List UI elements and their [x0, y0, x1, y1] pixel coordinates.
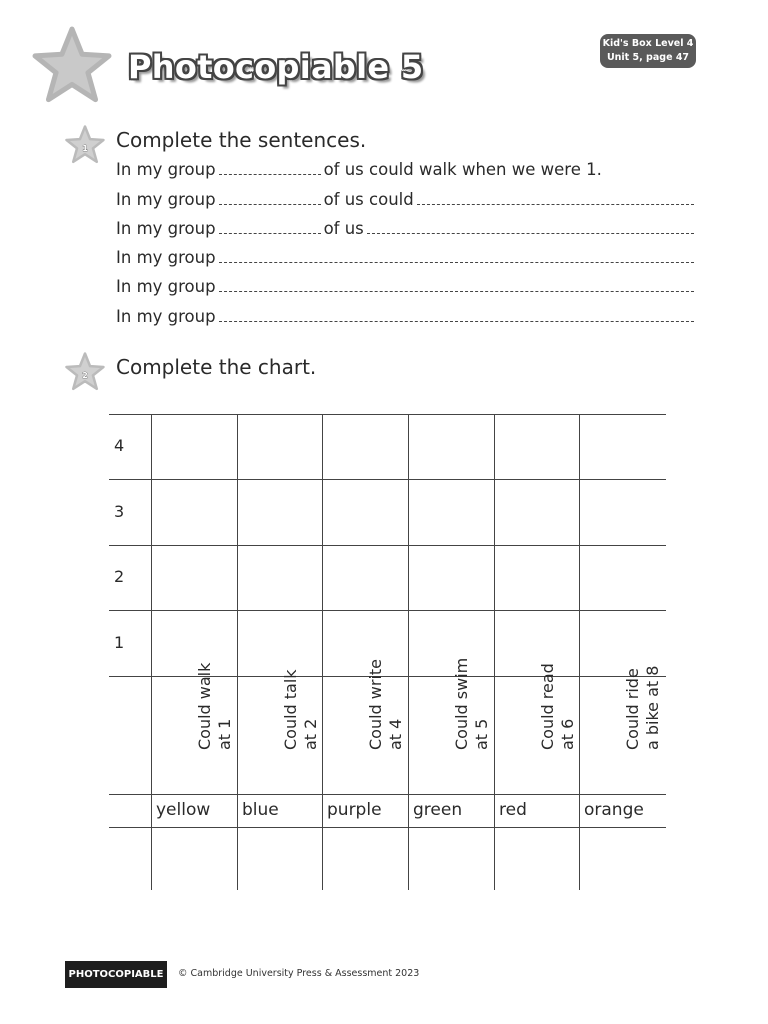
column-header: Could walk at 1 — [195, 662, 234, 750]
exercise-2-number: 2 — [82, 370, 88, 380]
blank[interactable] — [219, 277, 694, 292]
column-header: Could talk at 2 — [281, 669, 320, 750]
grid-line — [109, 794, 666, 795]
blank[interactable] — [219, 219, 321, 234]
blank[interactable] — [417, 190, 694, 205]
copyright-text: © Cambridge University Press & Assessment 2023 — [178, 968, 420, 979]
exercise-1-star-icon — [64, 124, 106, 166]
grid-line — [151, 414, 152, 890]
color-label: red — [499, 800, 527, 820]
chart-table — [109, 414, 666, 890]
exercise-2-heading: Complete the chart. — [116, 355, 317, 379]
sentence-line-4: In my group — [116, 246, 697, 270]
column-header: Could write at 4 — [366, 658, 405, 750]
grid-line — [109, 545, 666, 546]
grid-line — [579, 414, 580, 890]
column-header: Could ride a bike at 8 — [623, 665, 662, 750]
y-label: 1 — [114, 633, 125, 652]
y-label: 2 — [114, 567, 125, 586]
color-label: blue — [242, 800, 279, 820]
sentence-line-6: In my group — [116, 305, 697, 329]
blank[interactable] — [219, 190, 321, 205]
grid-line — [408, 414, 409, 890]
blank[interactable] — [219, 248, 694, 263]
column-header: Could read at 6 — [538, 663, 577, 750]
color-label: green — [413, 800, 463, 820]
grid-line — [109, 479, 666, 480]
photocopiable-badge: PHOTOCOPIABLE — [65, 961, 167, 988]
level-badge — [600, 34, 696, 68]
grid-line — [109, 414, 666, 415]
badge-level: Kid's Box Level 4 — [602, 38, 694, 49]
sentence-line-3: In my group of us — [116, 217, 697, 241]
grid-line — [237, 414, 238, 890]
grid-line — [322, 414, 323, 890]
blank[interactable] — [367, 219, 694, 234]
grid-line — [109, 827, 666, 828]
color-label: purple — [327, 800, 382, 820]
column-header: Could swim at 5 — [452, 657, 491, 750]
sentence-line-5: In my group — [116, 275, 697, 299]
y-label: 3 — [114, 502, 125, 521]
color-label: yellow — [156, 800, 211, 820]
sentence-line-1: In my group of us could walk when we were 1. — [116, 160, 602, 179]
grid-line — [494, 414, 495, 890]
sentence-line-2: In my group of us could — [116, 188, 697, 212]
blank[interactable] — [219, 307, 694, 322]
star-icon — [30, 24, 114, 108]
page-title: Photocopiable 5 — [128, 48, 424, 86]
color-label: orange — [584, 800, 644, 820]
exercise-1-heading: Complete the sentences. — [116, 128, 367, 152]
grid-line — [109, 610, 666, 611]
exercise-2-star-icon — [64, 351, 106, 393]
badge-unit: Unit 5, page 47 — [606, 52, 690, 63]
blank[interactable] — [219, 160, 321, 175]
y-label: 4 — [114, 436, 125, 455]
exercise-1-number: 1 — [82, 143, 88, 153]
